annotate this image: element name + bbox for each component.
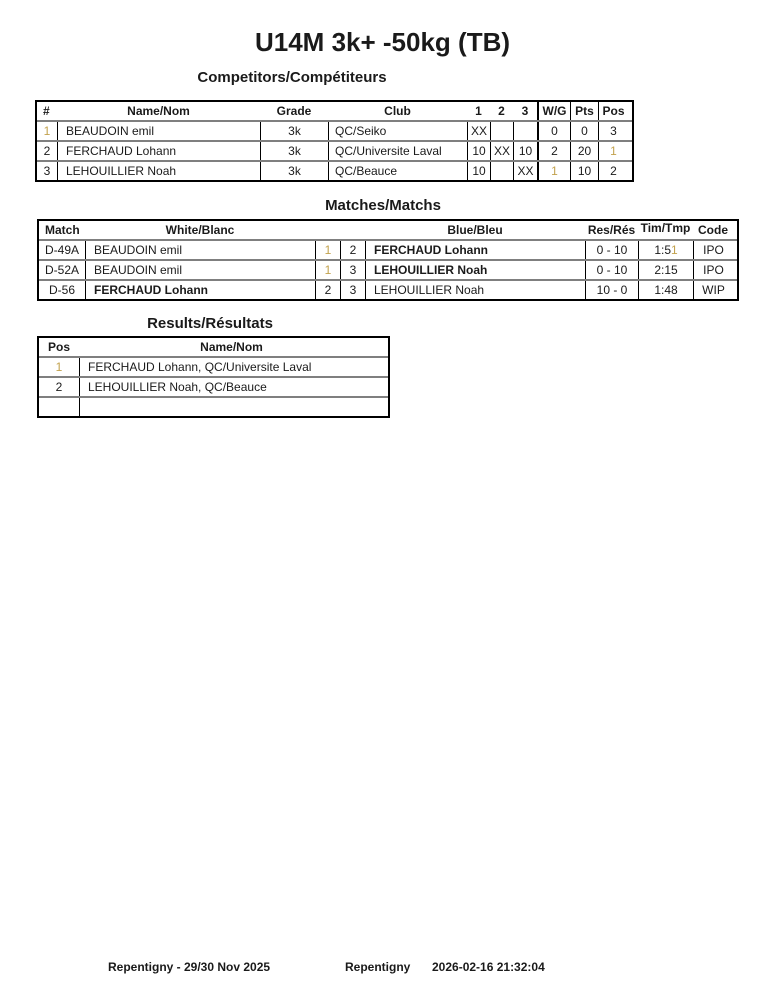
competitor-position: 2 xyxy=(598,162,628,180)
match-row xyxy=(39,239,737,259)
competitor-round2-score: XX xyxy=(490,142,513,160)
results-table xyxy=(37,336,390,418)
competitors-col-round2: 2 xyxy=(498,104,505,118)
competitors-col-position: Pos xyxy=(598,102,628,120)
matches-header-row xyxy=(39,221,737,239)
match-time-main: 1:5 xyxy=(654,243,671,257)
competitor-number: 2 xyxy=(43,144,51,158)
competitor-club: QC/Universite Laval xyxy=(328,142,467,160)
competitors-col-wins: W/G xyxy=(537,102,570,120)
competitors-col-club: Club xyxy=(384,104,411,118)
match-id: D-56 xyxy=(48,283,75,297)
matches-col-result: Res/Rés xyxy=(587,223,636,237)
matches-col-white-number xyxy=(315,221,340,239)
competitor-wins: 1 xyxy=(537,162,570,180)
results-col-name: Name/Nom xyxy=(200,340,263,354)
match-blue-name: FERCHAUD Lohann xyxy=(365,241,585,259)
competitor-round1-score: XX xyxy=(467,122,490,140)
results-col-position: Pos xyxy=(47,340,70,354)
competitor-wins: 0 xyxy=(537,122,570,140)
competitor-grade: 3k xyxy=(260,122,328,140)
competitor-round3-score xyxy=(513,122,537,140)
match-white-number: 1 xyxy=(315,241,340,259)
competitor-grade: 3k xyxy=(260,162,328,180)
competitor-name: LEHOUILLIER Noah xyxy=(57,162,260,180)
competitors-col-grade: Grade xyxy=(276,104,312,118)
page-title: U14M 3k+ -50kg (TB) xyxy=(254,27,511,57)
footer-event-location-date: Repentigny - 29/30 Nov 2025 xyxy=(108,960,271,974)
match-white-name: BEAUDOIN emil xyxy=(85,261,315,279)
competitor-row xyxy=(37,160,632,180)
match-time xyxy=(638,281,693,299)
match-time xyxy=(638,241,693,259)
matches-col-code: Code xyxy=(698,223,728,237)
matches-col-time-label: Tim/Tmp xyxy=(640,221,691,235)
match-blue-number: 3 xyxy=(340,261,365,279)
competitor-number: 3 xyxy=(43,164,51,178)
competitor-number: 1 xyxy=(43,124,51,138)
competitor-round3-score: 10 xyxy=(513,142,537,160)
results-heading: Results/Résultats xyxy=(147,315,273,332)
competitor-position: 3 xyxy=(598,122,628,140)
competitor-round2-score xyxy=(490,122,513,140)
match-row xyxy=(39,279,737,299)
competitor-name: BEAUDOIN emil xyxy=(57,122,260,140)
competitor-row xyxy=(37,140,632,160)
match-white-number: 1 xyxy=(315,261,340,279)
competitor-points: 0 xyxy=(570,122,598,140)
match-id: D-49A xyxy=(44,243,79,257)
matches-col-time xyxy=(638,221,693,239)
result-name: LEHOUILLIER Noah, QC/Beauce xyxy=(79,378,384,396)
competitor-name: FERCHAUD Lohann xyxy=(57,142,260,160)
competitor-wins: 2 xyxy=(537,142,570,160)
result-row xyxy=(39,356,388,376)
result-position xyxy=(39,398,79,416)
match-result: 10 - 0 xyxy=(585,281,638,299)
matches-heading: Matches/Matchs xyxy=(325,197,441,214)
competitors-col-round1: 1 xyxy=(475,104,482,118)
match-time-main: 1:48 xyxy=(654,283,678,297)
matches-col-match: Match xyxy=(45,223,80,237)
result-row xyxy=(39,396,388,416)
competitor-club: QC/Seiko xyxy=(328,122,467,140)
match-time xyxy=(638,261,693,279)
match-result: 0 - 10 xyxy=(585,241,638,259)
competitor-points: 10 xyxy=(570,162,598,180)
match-white-name: FERCHAUD Lohann xyxy=(85,281,315,299)
competitors-heading: Competitors/Compétiteurs xyxy=(197,69,387,86)
match-white-name: BEAUDOIN emil xyxy=(85,241,315,259)
competitor-club: QC/Beauce xyxy=(328,162,467,180)
results-header-row xyxy=(39,338,388,356)
competitors-col-name: Name/Nom xyxy=(127,104,190,118)
match-blue-number: 3 xyxy=(340,281,365,299)
match-blue-name: LEHOUILLIER Noah xyxy=(365,261,585,279)
competitors-col-round3: 3 xyxy=(521,104,529,118)
competitors-col-points: Pts xyxy=(570,102,598,120)
competitor-grade: 3k xyxy=(260,142,328,160)
match-result: 0 - 10 xyxy=(585,261,638,279)
match-row xyxy=(39,259,737,279)
matches-col-blue: Blue/Bleu xyxy=(447,223,503,237)
matches-col-blue-number xyxy=(340,221,365,239)
match-code: IPO xyxy=(693,241,733,259)
competitor-round3-score: XX xyxy=(513,162,537,180)
result-name xyxy=(79,398,384,416)
competitor-position: 1 xyxy=(598,142,628,160)
competitors-col-number: # xyxy=(43,104,50,118)
competitor-round1-score: 10 xyxy=(467,162,490,180)
competitor-round2-score xyxy=(490,162,513,180)
result-row xyxy=(39,376,388,396)
competitors-header-row xyxy=(37,102,632,120)
match-code: WIP xyxy=(693,281,733,299)
match-time-main: 2:15 xyxy=(654,263,678,277)
result-name: FERCHAUD Lohann, QC/Universite Laval xyxy=(79,358,384,376)
competitor-row xyxy=(37,120,632,140)
match-time-tail: 1 xyxy=(671,243,678,257)
match-blue-number: 2 xyxy=(340,241,365,259)
footer-print-timestamp: 2026-02-16 21:32:04 xyxy=(432,960,545,974)
result-position: 1 xyxy=(55,360,63,374)
result-position: 2 xyxy=(55,380,63,394)
competitor-points: 20 xyxy=(570,142,598,160)
competitor-round1-score: 10 xyxy=(467,142,490,160)
match-white-number: 2 xyxy=(315,281,340,299)
footer-print-venue: Repentigny xyxy=(345,960,411,974)
match-id: D-52A xyxy=(44,263,79,277)
matches-col-white: White/Blanc xyxy=(165,223,235,237)
match-code: IPO xyxy=(693,261,733,279)
matches-table xyxy=(37,219,739,301)
match-blue-name: LEHOUILLIER Noah xyxy=(365,281,585,299)
competitors-table xyxy=(35,100,634,182)
